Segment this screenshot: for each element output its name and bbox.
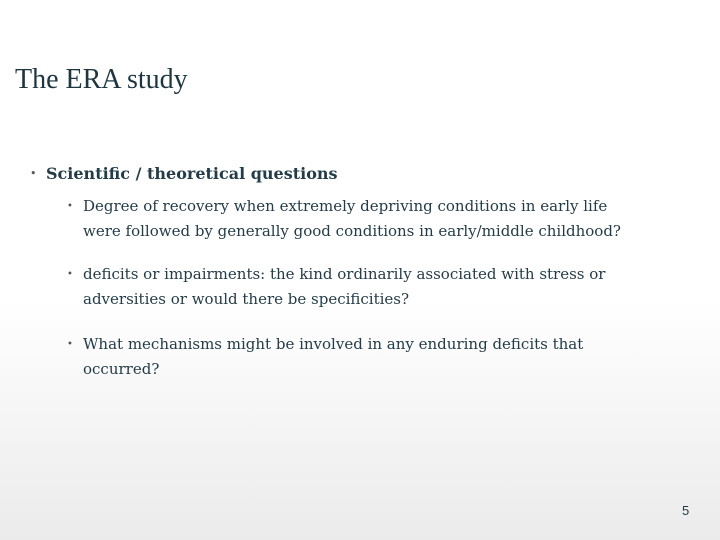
- bullet-marker: •: [67, 269, 73, 280]
- sub-item-text: [83, 194, 663, 244]
- bullet-marker: •: [30, 167, 37, 180]
- sub-item-text: [83, 332, 663, 382]
- bullet-marker: •: [67, 201, 73, 212]
- bullet-marker: •: [67, 339, 73, 350]
- level1-text: Scientific / theoretical questions: [46, 164, 338, 183]
- text-line: What mechanisms might be involved in any enduring deficits that: [83, 335, 584, 353]
- text-line: were followed by generally good conditions in early/middle childhood?: [83, 222, 621, 240]
- page-number: 5: [682, 503, 690, 518]
- text-line: deficits or impairments: the kind ordinarily associated with stress or: [83, 265, 606, 283]
- sub-item-text: [83, 262, 663, 312]
- text-line: occurred?: [83, 360, 160, 378]
- text-line: adversities or would there be specificities?: [83, 290, 410, 308]
- slide-title: The ERA study: [15, 64, 188, 95]
- text-line: Degree of recovery when extremely depriving conditions in early life: [83, 197, 608, 215]
